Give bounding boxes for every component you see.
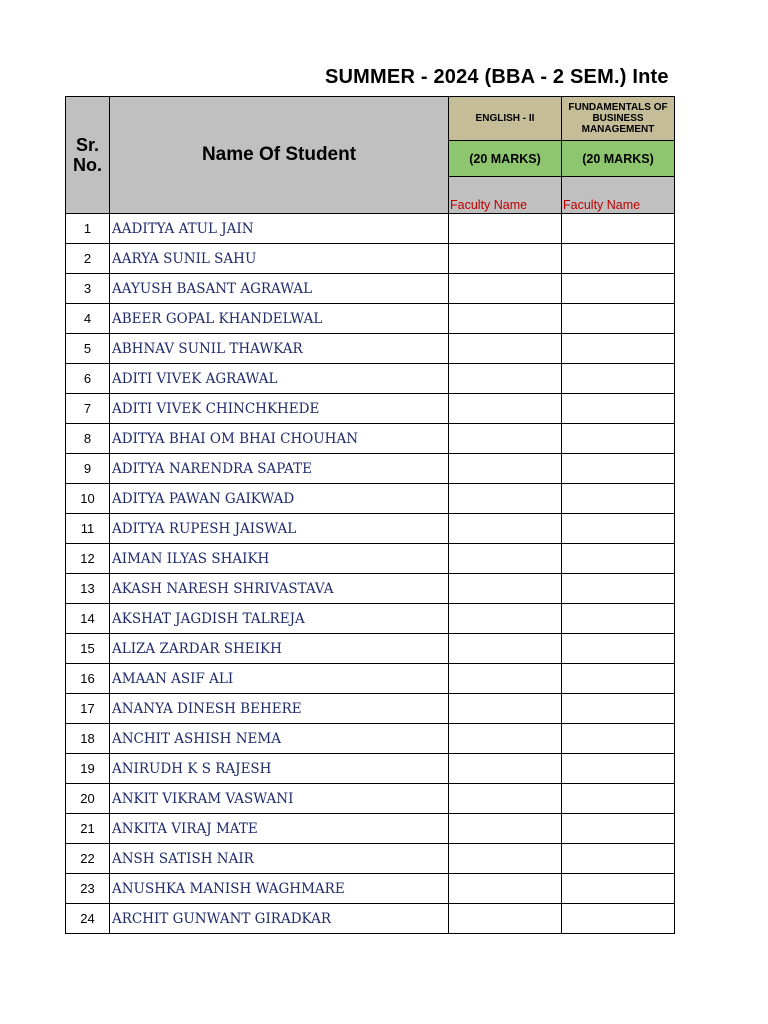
table-row xyxy=(66,394,675,424)
table-row xyxy=(66,574,675,604)
student-name-cell: AMAAN ASIF ALI xyxy=(110,664,449,694)
sr-no-cell: 10 xyxy=(66,484,110,514)
sr-no-cell: 15 xyxy=(66,634,110,664)
sr-no-cell: 1 xyxy=(66,214,110,244)
student-name-cell: ABHNAV SUNIL THAWKAR xyxy=(110,334,449,364)
english-marks-cell[interactable] xyxy=(449,514,562,544)
student-name-cell: ADITYA RUPESH JAISWAL xyxy=(110,514,449,544)
fbm-marks-cell[interactable] xyxy=(562,484,675,514)
sr-no-cell: 19 xyxy=(66,754,110,784)
subject-header-english: ENGLISH - II xyxy=(449,97,562,141)
sr-no-cell: 14 xyxy=(66,604,110,634)
table-row xyxy=(66,214,675,244)
subject-header-fbm: FUNDAMENTALS OF BUSINESS MANAGEMENT xyxy=(562,97,675,141)
sr-no-cell: 24 xyxy=(66,904,110,934)
fbm-marks-cell[interactable] xyxy=(562,334,675,364)
english-marks-cell[interactable] xyxy=(449,694,562,724)
fbm-marks-cell[interactable] xyxy=(562,664,675,694)
table-row xyxy=(66,724,675,754)
student-name-cell: ABEER GOPAL KHANDELWAL xyxy=(110,304,449,334)
fbm-marks-cell[interactable] xyxy=(562,874,675,904)
fbm-marks-cell[interactable] xyxy=(562,784,675,814)
sr-no-cell: 5 xyxy=(66,334,110,364)
student-name-cell: ANCHIT ASHISH NEMA xyxy=(110,724,449,754)
english-marks-cell[interactable] xyxy=(449,394,562,424)
student-name-cell: ANANYA DINESH BEHERE xyxy=(110,694,449,724)
sheet-title: SUMMER - 2024 (BBA - 2 SEM.) Inte xyxy=(325,66,669,88)
english-marks-cell[interactable] xyxy=(449,634,562,664)
student-name-cell: ANUSHKA MANISH WAGHMARE xyxy=(110,874,449,904)
english-marks-cell[interactable] xyxy=(449,724,562,754)
student-name-cell: AARYA SUNIL SAHU xyxy=(110,244,449,274)
table-row xyxy=(66,784,675,814)
table-row xyxy=(66,364,675,394)
english-marks-cell[interactable] xyxy=(449,754,562,784)
faculty-name-english[interactable]: Faculty Name xyxy=(449,177,562,214)
fbm-marks-cell[interactable] xyxy=(562,214,675,244)
sr-no-cell: 4 xyxy=(66,304,110,334)
student-name-cell: ALIZA ZARDAR SHEIKH xyxy=(110,634,449,664)
fbm-marks-cell[interactable] xyxy=(562,724,675,754)
english-marks-cell[interactable] xyxy=(449,784,562,814)
english-marks-cell[interactable] xyxy=(449,904,562,934)
sr-no-cell: 2 xyxy=(66,244,110,274)
fbm-marks-cell[interactable] xyxy=(562,754,675,784)
table-row xyxy=(66,454,675,484)
table-row xyxy=(66,244,675,274)
fbm-marks-cell[interactable] xyxy=(562,364,675,394)
fbm-marks-cell[interactable] xyxy=(562,574,675,604)
english-marks-cell[interactable] xyxy=(449,334,562,364)
table-row xyxy=(66,844,675,874)
fbm-marks-cell[interactable] xyxy=(562,304,675,334)
table-row xyxy=(66,754,675,784)
table-row xyxy=(66,304,675,334)
marks-header-fbm: (20 MARKS) xyxy=(562,141,675,177)
english-marks-cell[interactable] xyxy=(449,484,562,514)
sr-header-line1: Sr. xyxy=(75,135,100,155)
english-marks-cell[interactable] xyxy=(449,574,562,604)
sr-no-cell: 22 xyxy=(66,844,110,874)
fbm-marks-cell[interactable] xyxy=(562,514,675,544)
fbm-marks-cell[interactable] xyxy=(562,544,675,574)
table-row xyxy=(66,694,675,724)
sr-no-cell: 6 xyxy=(66,364,110,394)
fbm-marks-cell[interactable] xyxy=(562,394,675,424)
sr-no-cell: 13 xyxy=(66,574,110,604)
student-name-cell: AKASH NARESH SHRIVASTAVA xyxy=(110,574,449,604)
fbm-marks-cell[interactable] xyxy=(562,844,675,874)
english-marks-cell[interactable] xyxy=(449,604,562,634)
student-name-cell: ARCHIT GUNWANT GIRADKAR xyxy=(110,904,449,934)
table-row xyxy=(66,814,675,844)
student-name-cell: ADITI VIVEK CHINCHKHEDE xyxy=(110,394,449,424)
sr-no-cell: 18 xyxy=(66,724,110,754)
table-row xyxy=(66,514,675,544)
sr-no-cell: 12 xyxy=(66,544,110,574)
english-marks-cell[interactable] xyxy=(449,544,562,574)
student-name-cell: ADITYA NARENDRA SAPATE xyxy=(110,454,449,484)
table-row xyxy=(66,604,675,634)
student-name-header: Name Of Student xyxy=(110,97,449,214)
sr-no-cell: 17 xyxy=(66,694,110,724)
fbm-marks-cell[interactable] xyxy=(562,274,675,304)
student-name-cell: ANSH SATISH NAIR xyxy=(110,844,449,874)
sr-no-cell: 9 xyxy=(66,454,110,484)
english-marks-cell[interactable] xyxy=(449,214,562,244)
english-marks-cell[interactable] xyxy=(449,814,562,844)
table-row xyxy=(66,484,675,514)
sr-no-cell: 20 xyxy=(66,784,110,814)
marks-table xyxy=(65,96,675,934)
table-row xyxy=(66,274,675,304)
sr-no-cell: 21 xyxy=(66,814,110,844)
sr-no-cell: 7 xyxy=(66,394,110,424)
header-row-subjects xyxy=(66,97,675,141)
fbm-marks-cell[interactable] xyxy=(562,454,675,484)
sr-no-cell: 16 xyxy=(66,664,110,694)
english-marks-cell[interactable] xyxy=(449,664,562,694)
english-marks-cell[interactable] xyxy=(449,274,562,304)
fbm-marks-cell[interactable] xyxy=(562,694,675,724)
fbm-marks-cell[interactable] xyxy=(562,244,675,274)
table-row xyxy=(66,424,675,454)
fbm-marks-cell[interactable] xyxy=(562,604,675,634)
student-name-cell: AADITYA ATUL JAIN xyxy=(110,214,449,244)
table-row xyxy=(66,634,675,664)
fbm-marks-cell[interactable] xyxy=(562,424,675,454)
english-marks-cell[interactable] xyxy=(449,874,562,904)
sr-no-cell: 3 xyxy=(66,274,110,304)
student-name-cell: ANKIT VIKRAM VASWANI xyxy=(110,784,449,814)
fbm-marks-cell[interactable] xyxy=(562,814,675,844)
table-row xyxy=(66,544,675,574)
student-name-cell: ADITYA PAWAN GAIKWAD xyxy=(110,484,449,514)
english-marks-cell[interactable] xyxy=(449,424,562,454)
sr-no-cell: 23 xyxy=(66,874,110,904)
sr-header-line2: No. xyxy=(73,155,102,175)
student-name-cell: ADITYA BHAI OM BHAI CHOUHAN xyxy=(110,424,449,454)
fbm-marks-cell[interactable] xyxy=(562,904,675,934)
student-name-cell: ANKITA VIRAJ MATE xyxy=(110,814,449,844)
english-marks-cell[interactable] xyxy=(449,304,562,334)
student-name-cell: ADITI VIVEK AGRAWAL xyxy=(110,364,449,394)
english-marks-cell[interactable] xyxy=(449,454,562,484)
table-row xyxy=(66,664,675,694)
english-marks-cell[interactable] xyxy=(449,844,562,874)
table-row xyxy=(66,334,675,364)
student-name-cell: AKSHAT JAGDISH TALREJA xyxy=(110,604,449,634)
sr-no-header xyxy=(66,97,110,214)
sr-no-cell: 11 xyxy=(66,514,110,544)
student-name-cell: AIMAN ILYAS SHAIKH xyxy=(110,544,449,574)
english-marks-cell[interactable] xyxy=(449,364,562,394)
table-row xyxy=(66,874,675,904)
sr-no-cell: 8 xyxy=(66,424,110,454)
fbm-marks-cell[interactable] xyxy=(562,634,675,664)
faculty-name-fbm[interactable]: Faculty Name xyxy=(562,177,675,214)
student-name-cell: AAYUSH BASANT AGRAWAL xyxy=(110,274,449,304)
student-name-cell: ANIRUDH K S RAJESH xyxy=(110,754,449,784)
table-row xyxy=(66,904,675,934)
english-marks-cell[interactable] xyxy=(449,244,562,274)
marks-header-english: (20 MARKS) xyxy=(449,141,562,177)
